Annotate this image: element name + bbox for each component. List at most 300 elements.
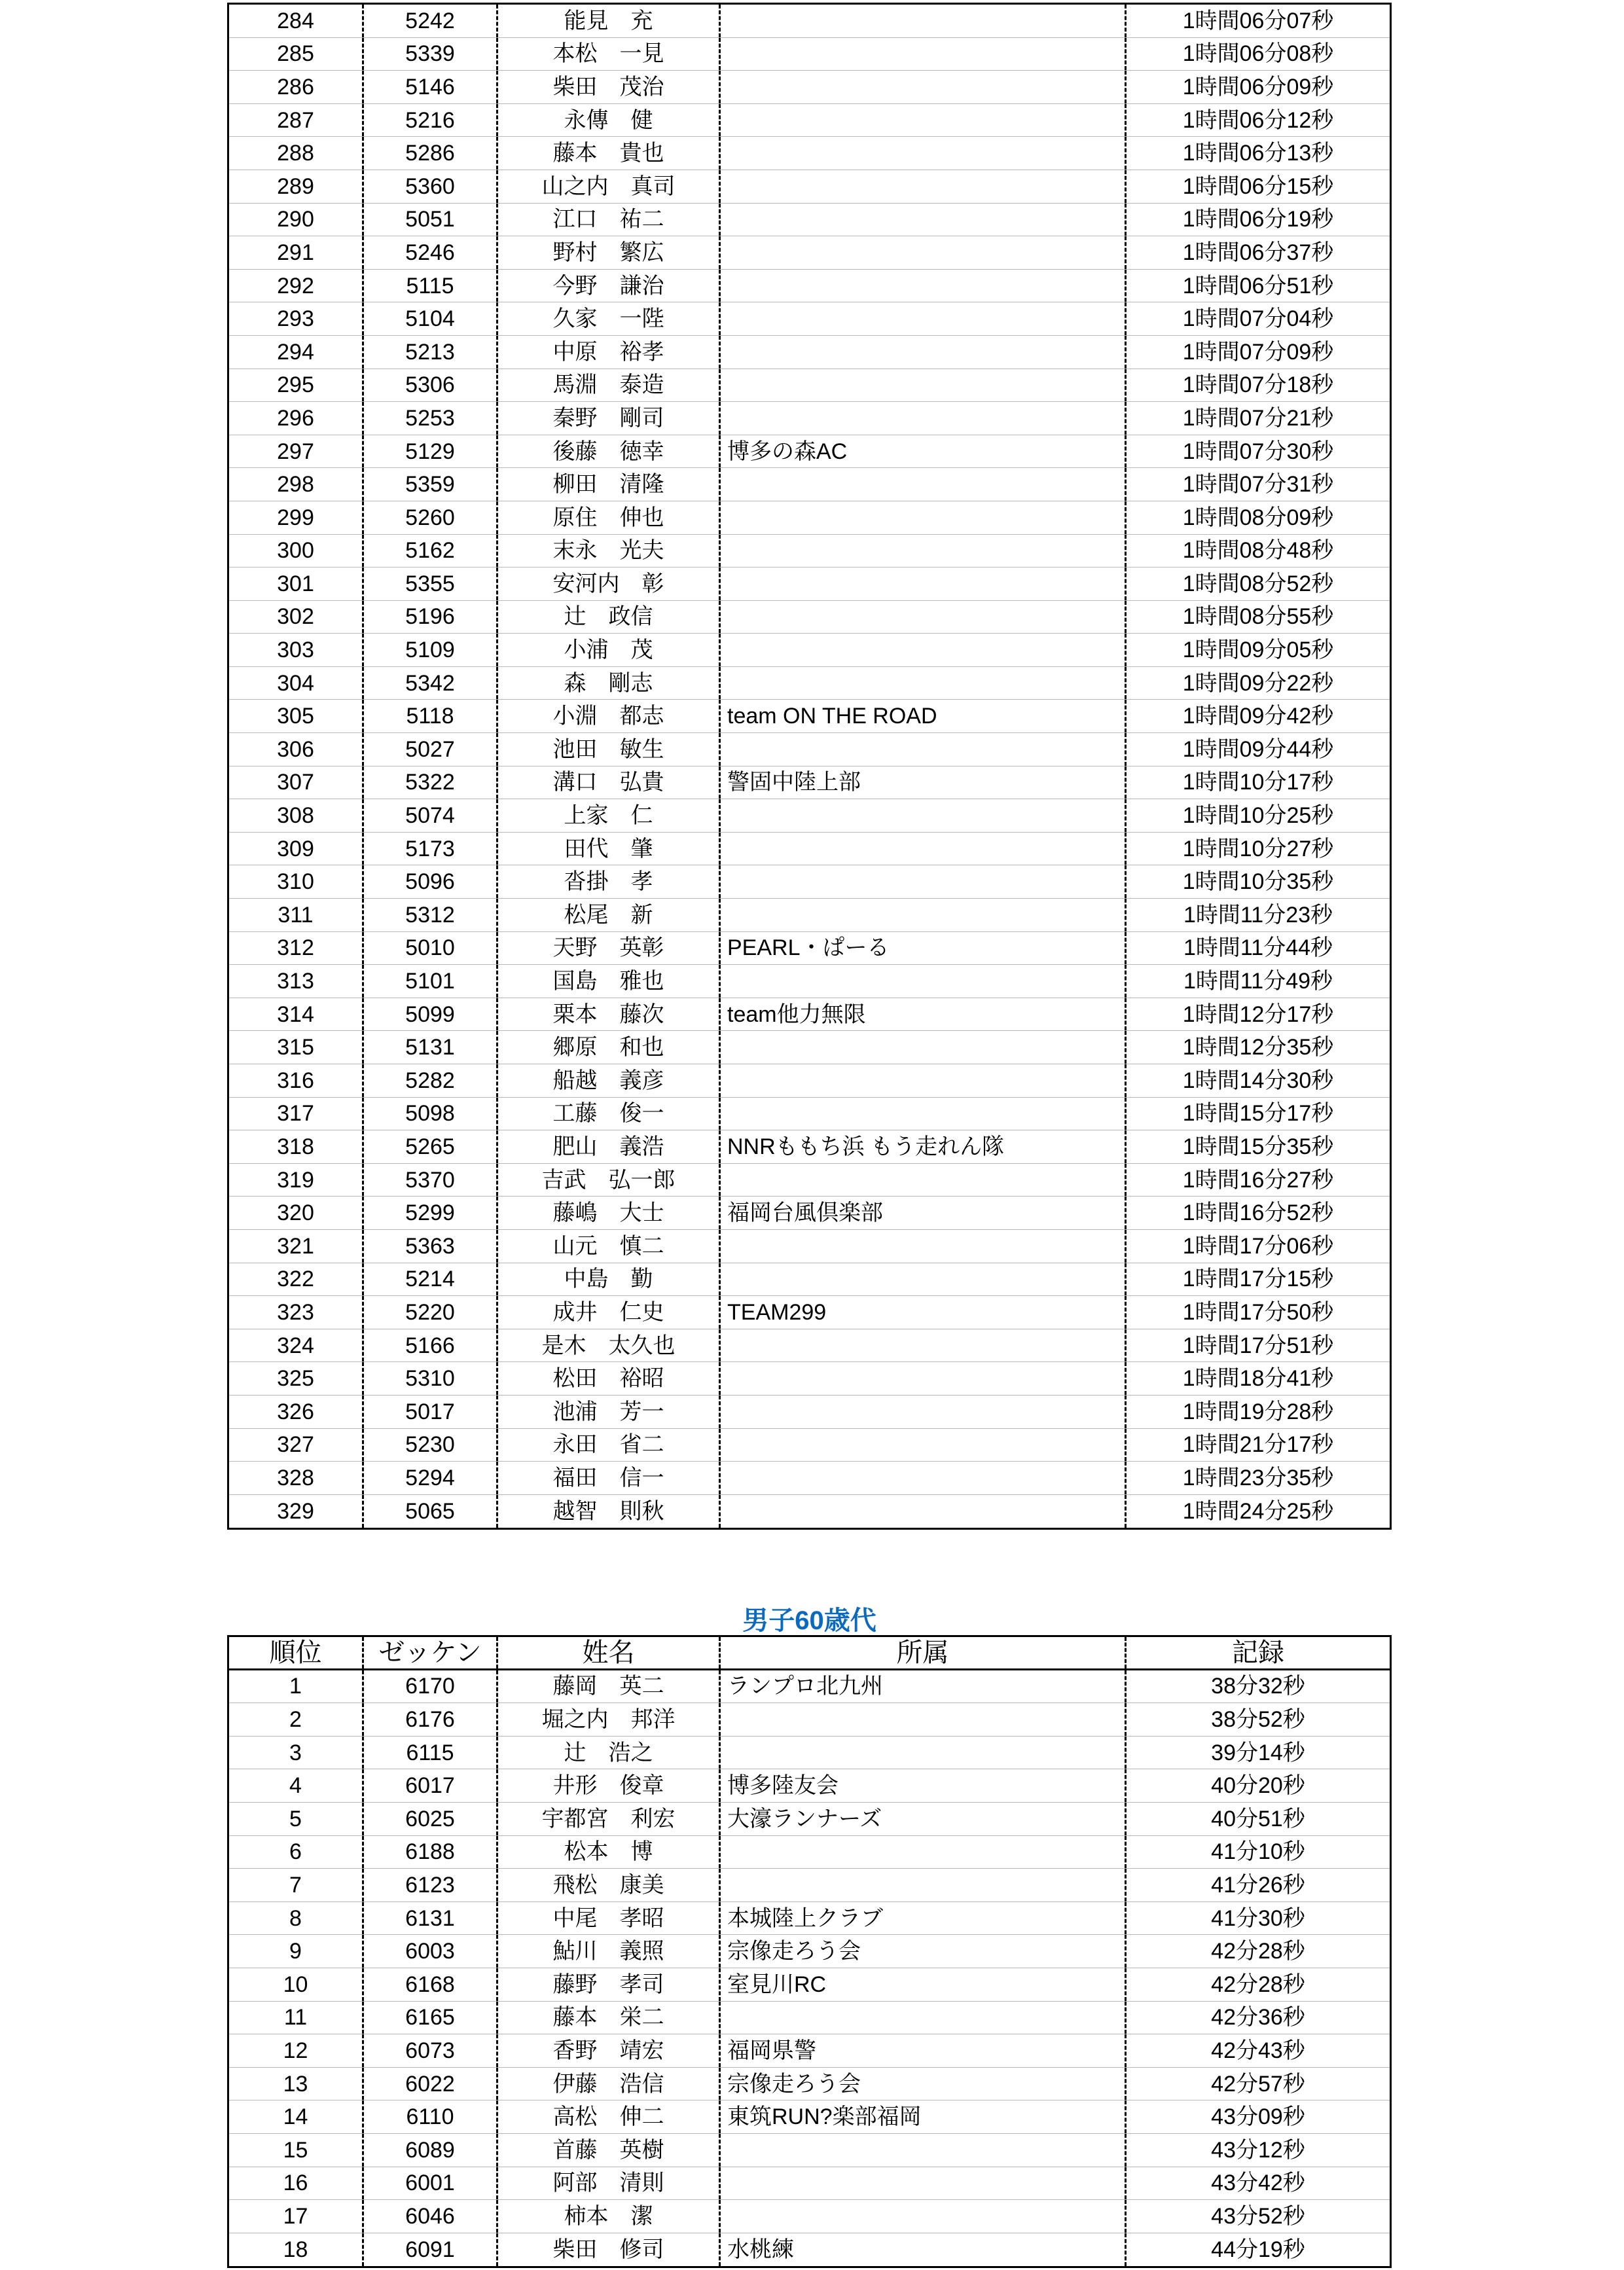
result-row bbox=[229, 170, 1390, 204]
rank-cell: 284 bbox=[229, 5, 364, 37]
bib-cell: 6017 bbox=[364, 1769, 498, 1802]
bib-cell: 6123 bbox=[364, 1869, 498, 1901]
bib-cell: 5312 bbox=[364, 899, 498, 931]
rank-cell: 293 bbox=[229, 302, 364, 335]
name-cell: 秦野 剛司 bbox=[498, 402, 721, 435]
name-cell: 成井 仁史 bbox=[498, 1296, 721, 1329]
rank-cell: 286 bbox=[229, 71, 364, 103]
name-cell: 福田 信一 bbox=[498, 1462, 721, 1494]
name-cell: 溝口 弘貴 bbox=[498, 766, 721, 799]
club-cell bbox=[721, 601, 1127, 634]
club-cell bbox=[721, 1396, 1127, 1428]
rank-cell: 298 bbox=[229, 468, 364, 501]
club-cell bbox=[721, 1031, 1127, 1064]
club-cell bbox=[721, 899, 1127, 931]
club-cell bbox=[721, 270, 1127, 302]
club-cell bbox=[721, 336, 1127, 369]
rank-cell: 301 bbox=[229, 568, 364, 600]
time-cell: 38分32秒 bbox=[1211, 1674, 1305, 1699]
result-row bbox=[229, 1869, 1390, 1902]
name-cell: 越智 則秋 bbox=[498, 1495, 721, 1528]
time-cell: 41分30秒 bbox=[1211, 1905, 1305, 1931]
club-cell bbox=[721, 1737, 1127, 1769]
rank-cell: 315 bbox=[229, 1031, 364, 1064]
result-row bbox=[229, 1769, 1390, 1803]
bib-cell: 5096 bbox=[364, 865, 498, 898]
rank-cell: 17 bbox=[229, 2200, 364, 2233]
result-row bbox=[229, 1130, 1390, 1164]
bib-cell: 6170 bbox=[364, 1670, 498, 1703]
result-row bbox=[229, 667, 1390, 700]
bib-cell: 5339 bbox=[364, 38, 498, 71]
name-cell: 辻 政信 bbox=[498, 601, 721, 634]
time-cell: 1時間23分35秒 bbox=[1182, 1465, 1334, 1490]
result-row bbox=[229, 1935, 1390, 1968]
name-cell: 末永 光夫 bbox=[498, 535, 721, 568]
name-cell: 能見 充 bbox=[498, 5, 721, 37]
rank-cell: 308 bbox=[229, 799, 364, 832]
club-cell bbox=[721, 1230, 1127, 1263]
time-cell: 41分26秒 bbox=[1211, 1872, 1305, 1898]
time-cell: 38分52秒 bbox=[1211, 1706, 1305, 1732]
rank-cell: 310 bbox=[229, 865, 364, 898]
bib-cell: 5216 bbox=[364, 104, 498, 137]
bib-cell: 6188 bbox=[364, 1836, 498, 1869]
bib-cell: 5131 bbox=[364, 1031, 498, 1064]
time-cell: 1時間17分15秒 bbox=[1182, 1267, 1334, 1292]
club-cell bbox=[721, 799, 1127, 832]
name-cell: 藤本 栄二 bbox=[498, 2002, 721, 2034]
bib-cell: 6001 bbox=[364, 2167, 498, 2200]
club-cell bbox=[721, 1703, 1127, 1736]
result-row bbox=[229, 1670, 1390, 1704]
time-cell: 1時間09分05秒 bbox=[1182, 638, 1334, 663]
club-cell bbox=[721, 204, 1127, 236]
rank-cell: 322 bbox=[229, 1263, 364, 1296]
bib-cell: 5010 bbox=[364, 932, 498, 965]
name-cell: 吉武 弘一郎 bbox=[498, 1164, 721, 1197]
rank-cell: 311 bbox=[229, 899, 364, 931]
name-cell: 藤本 貴也 bbox=[498, 137, 721, 170]
bib-cell: 6176 bbox=[364, 1703, 498, 1736]
time-cell: 1時間08分55秒 bbox=[1182, 604, 1334, 630]
result-row bbox=[229, 236, 1390, 270]
time-cell: 42分28秒 bbox=[1211, 1939, 1305, 1964]
result-row bbox=[229, 1429, 1390, 1462]
result-row bbox=[229, 535, 1390, 568]
time-cell: 1時間06分15秒 bbox=[1182, 173, 1334, 199]
result-row bbox=[229, 1098, 1390, 1131]
time-cell: 1時間06分51秒 bbox=[1182, 273, 1334, 298]
rank-cell: 312 bbox=[229, 932, 364, 965]
bib-cell: 6046 bbox=[364, 2200, 498, 2233]
time-cell: 1時間10分17秒 bbox=[1182, 770, 1334, 795]
rank-cell: 18 bbox=[229, 2233, 364, 2267]
header-rank: 順位 bbox=[229, 1637, 364, 1668]
result-row bbox=[229, 2167, 1390, 2201]
name-cell: 藤嶋 大士 bbox=[498, 1197, 721, 1229]
time-cell: 1時間12分17秒 bbox=[1182, 1001, 1334, 1027]
bib-cell: 5265 bbox=[364, 1130, 498, 1163]
time-cell: 1時間06分12秒 bbox=[1182, 107, 1334, 133]
result-row bbox=[229, 1064, 1390, 1098]
time-cell: 1時間16分27秒 bbox=[1182, 1167, 1334, 1193]
time-cell: 1時間15分35秒 bbox=[1182, 1134, 1334, 1159]
club-cell: 室見川RC bbox=[721, 1968, 1127, 2001]
time-cell: 1時間18分41秒 bbox=[1182, 1366, 1334, 1392]
rank-cell: 16 bbox=[229, 2167, 364, 2200]
rank-cell: 324 bbox=[229, 1329, 364, 1362]
name-cell: 飛松 康美 bbox=[498, 1869, 721, 1901]
name-cell: 香野 靖宏 bbox=[498, 2034, 721, 2067]
rank-cell: 294 bbox=[229, 336, 364, 369]
rank-cell: 14 bbox=[229, 2100, 364, 2133]
result-row bbox=[229, 2002, 1390, 2035]
time-cell: 1時間07分18秒 bbox=[1182, 372, 1334, 398]
header-bib: ゼッケン bbox=[364, 1637, 498, 1668]
rank-cell: 300 bbox=[229, 535, 364, 568]
name-cell: 郷原 和也 bbox=[498, 1031, 721, 1064]
club-cell: 大濠ランナーズ bbox=[721, 1803, 1127, 1835]
name-cell: 山之内 真司 bbox=[498, 170, 721, 203]
rank-cell: 309 bbox=[229, 833, 364, 865]
club-cell bbox=[721, 501, 1127, 534]
bib-cell: 5213 bbox=[364, 336, 498, 369]
rank-cell: 3 bbox=[229, 1737, 364, 1769]
time-cell: 1時間14分30秒 bbox=[1182, 1068, 1334, 1093]
rank-cell: 296 bbox=[229, 402, 364, 435]
club-cell bbox=[721, 38, 1127, 71]
bib-cell: 5359 bbox=[364, 468, 498, 501]
club-cell bbox=[721, 236, 1127, 269]
result-row bbox=[229, 5, 1390, 38]
rank-cell: 304 bbox=[229, 667, 364, 700]
bib-cell: 5166 bbox=[364, 1329, 498, 1362]
result-row bbox=[229, 1329, 1390, 1363]
result-row bbox=[229, 2034, 1390, 2068]
time-cell: 1時間11分49秒 bbox=[1183, 969, 1333, 994]
bib-cell: 6110 bbox=[364, 2100, 498, 2133]
rank-cell: 314 bbox=[229, 998, 364, 1031]
club-cell bbox=[721, 1064, 1127, 1097]
club-cell bbox=[721, 170, 1127, 203]
club-cell: 東筑RUN?楽部福岡 bbox=[721, 2100, 1127, 2133]
bib-cell: 5242 bbox=[364, 5, 498, 37]
club-cell: 水桃練 bbox=[721, 2233, 1127, 2267]
time-cell: 1時間06分13秒 bbox=[1182, 141, 1334, 166]
bib-cell: 5230 bbox=[364, 1429, 498, 1462]
bib-cell: 5173 bbox=[364, 833, 498, 865]
bib-cell: 5109 bbox=[364, 634, 498, 666]
rank-cell: 328 bbox=[229, 1462, 364, 1494]
time-cell: 42分36秒 bbox=[1211, 2005, 1305, 2030]
club-cell bbox=[721, 1362, 1127, 1395]
header-time: 記録 bbox=[1232, 1638, 1284, 1667]
club-cell bbox=[721, 1462, 1127, 1494]
club-cell bbox=[721, 369, 1127, 402]
name-cell: 池田 敏生 bbox=[498, 733, 721, 766]
name-cell: 本松 一見 bbox=[498, 38, 721, 71]
result-row bbox=[229, 1703, 1390, 1737]
club-cell bbox=[721, 5, 1127, 37]
time-cell: 1時間07分09秒 bbox=[1182, 339, 1334, 365]
rank-cell: 6 bbox=[229, 1836, 364, 1869]
rank-cell: 316 bbox=[229, 1064, 364, 1097]
result-row bbox=[229, 932, 1390, 965]
name-cell: 柴田 修司 bbox=[498, 2233, 721, 2267]
result-row bbox=[229, 1737, 1390, 1770]
time-cell: 1時間11分44秒 bbox=[1183, 935, 1333, 961]
club-cell: TEAM299 bbox=[721, 1296, 1127, 1329]
time-cell: 1時間07分30秒 bbox=[1182, 439, 1334, 464]
result-row bbox=[229, 1803, 1390, 1836]
club-cell bbox=[721, 1429, 1127, 1462]
rank-cell: 10 bbox=[229, 1968, 364, 2001]
result-row bbox=[229, 270, 1390, 303]
bib-cell: 5260 bbox=[364, 501, 498, 534]
name-cell: 堀之内 邦洋 bbox=[498, 1703, 721, 1736]
time-cell: 1時間17分50秒 bbox=[1182, 1299, 1334, 1325]
bib-cell: 5196 bbox=[364, 601, 498, 634]
name-cell: 馬淵 泰造 bbox=[498, 369, 721, 402]
club-cell bbox=[721, 2134, 1127, 2167]
name-cell: 工藤 俊一 bbox=[498, 1098, 721, 1130]
result-row bbox=[229, 601, 1390, 634]
result-row bbox=[229, 1396, 1390, 1429]
club-cell bbox=[721, 1836, 1127, 1869]
bib-cell: 5115 bbox=[364, 270, 498, 302]
time-cell: 1時間09分44秒 bbox=[1182, 736, 1334, 762]
result-row bbox=[229, 865, 1390, 899]
rank-cell: 5 bbox=[229, 1803, 364, 1835]
bib-cell: 5299 bbox=[364, 1197, 498, 1229]
club-cell bbox=[721, 137, 1127, 170]
rank-cell: 319 bbox=[229, 1164, 364, 1197]
bib-cell: 5118 bbox=[364, 700, 498, 732]
bib-cell: 5286 bbox=[364, 137, 498, 170]
rank-cell: 291 bbox=[229, 236, 364, 269]
name-cell: 永田 省二 bbox=[498, 1429, 721, 1462]
time-cell: 1時間08分52秒 bbox=[1182, 571, 1334, 596]
name-cell: 今野 謙治 bbox=[498, 270, 721, 302]
time-cell: 39分14秒 bbox=[1211, 1740, 1305, 1765]
time-cell: 1時間07分04秒 bbox=[1182, 306, 1334, 332]
bib-cell: 5129 bbox=[364, 435, 498, 468]
name-cell: 肥山 義浩 bbox=[498, 1130, 721, 1163]
result-row bbox=[229, 402, 1390, 435]
bib-cell: 5220 bbox=[364, 1296, 498, 1329]
bib-cell: 5282 bbox=[364, 1064, 498, 1097]
club-cell: ランプロ北九州 bbox=[721, 1670, 1127, 1703]
rank-cell: 326 bbox=[229, 1396, 364, 1428]
time-cell: 1時間06分37秒 bbox=[1182, 240, 1334, 265]
club-cell: 警固中陸上部 bbox=[721, 766, 1127, 799]
club-cell bbox=[721, 833, 1127, 865]
result-row bbox=[229, 204, 1390, 237]
name-cell: 辻 浩之 bbox=[498, 1737, 721, 1769]
result-row bbox=[229, 1230, 1390, 1263]
rank-cell: 287 bbox=[229, 104, 364, 137]
result-row bbox=[229, 998, 1390, 1032]
club-cell bbox=[721, 1329, 1127, 1362]
club-cell: 博多陸友会 bbox=[721, 1769, 1127, 1802]
time-cell: 1時間09分42秒 bbox=[1182, 704, 1334, 729]
time-cell: 1時間21分17秒 bbox=[1182, 1432, 1334, 1458]
rank-cell: 1 bbox=[229, 1670, 364, 1703]
result-row bbox=[229, 1031, 1390, 1064]
bib-cell: 6131 bbox=[364, 1902, 498, 1935]
result-row bbox=[229, 634, 1390, 667]
result-row bbox=[229, 899, 1390, 932]
bib-cell: 5027 bbox=[364, 733, 498, 766]
bib-cell: 5253 bbox=[364, 402, 498, 435]
time-cell: 1時間10分25秒 bbox=[1182, 803, 1334, 829]
name-cell: 柳田 清隆 bbox=[498, 468, 721, 501]
bib-cell: 6025 bbox=[364, 1803, 498, 1835]
result-row bbox=[229, 1968, 1390, 2002]
result-row bbox=[229, 700, 1390, 733]
result-row bbox=[229, 799, 1390, 833]
time-cell: 1時間24分25秒 bbox=[1182, 1499, 1334, 1524]
club-cell: 博多の森AC bbox=[721, 435, 1127, 468]
rank-cell: 285 bbox=[229, 38, 364, 71]
rank-cell: 318 bbox=[229, 1130, 364, 1163]
time-cell: 1時間17分51秒 bbox=[1182, 1333, 1334, 1358]
name-cell: 後藤 徳幸 bbox=[498, 435, 721, 468]
time-cell: 1時間17分06秒 bbox=[1182, 1233, 1334, 1259]
name-cell: 高松 伸二 bbox=[498, 2100, 721, 2133]
name-cell: 池浦 芳一 bbox=[498, 1396, 721, 1428]
time-cell: 1時間06分19秒 bbox=[1182, 207, 1334, 232]
club-cell: team他力無限 bbox=[721, 998, 1127, 1031]
rank-cell: 299 bbox=[229, 501, 364, 534]
name-cell: 鮎川 義照 bbox=[498, 1935, 721, 1968]
section-title: 男子60歳代 bbox=[742, 1606, 876, 1635]
club-cell bbox=[721, 733, 1127, 766]
club-cell bbox=[721, 71, 1127, 103]
club-cell bbox=[721, 1098, 1127, 1130]
club-cell bbox=[721, 965, 1127, 998]
club-cell: team ON THE ROAD bbox=[721, 700, 1127, 732]
rank-cell: 2 bbox=[229, 1703, 364, 1736]
name-cell: 船越 義彦 bbox=[498, 1064, 721, 1097]
rank-cell: 292 bbox=[229, 270, 364, 302]
rank-cell: 297 bbox=[229, 435, 364, 468]
rank-cell: 288 bbox=[229, 137, 364, 170]
name-cell: 松本 博 bbox=[498, 1836, 721, 1869]
name-cell: 国島 雅也 bbox=[498, 965, 721, 998]
rank-cell: 303 bbox=[229, 634, 364, 666]
club-cell bbox=[721, 634, 1127, 666]
bib-cell: 6003 bbox=[364, 1935, 498, 1968]
rank-cell: 313 bbox=[229, 965, 364, 998]
time-cell: 41分10秒 bbox=[1211, 1839, 1305, 1865]
time-cell: 1時間08分09秒 bbox=[1182, 505, 1334, 530]
bib-cell: 5370 bbox=[364, 1164, 498, 1197]
name-cell: 永傳 健 bbox=[498, 104, 721, 137]
club-cell: 福岡台風倶楽部 bbox=[721, 1197, 1127, 1229]
result-row bbox=[229, 2200, 1390, 2233]
result-row bbox=[229, 1164, 1390, 1197]
time-cell: 40分51秒 bbox=[1211, 1806, 1305, 1831]
result-row bbox=[229, 1362, 1390, 1396]
club-cell bbox=[721, 535, 1127, 568]
time-cell: 43分09秒 bbox=[1211, 2104, 1305, 2130]
name-cell: 安河内 彰 bbox=[498, 568, 721, 600]
result-row bbox=[229, 501, 1390, 535]
name-cell: 久家 一陛 bbox=[498, 302, 721, 335]
name-cell: 上家 仁 bbox=[498, 799, 721, 832]
club-cell: 本城陸上クラブ bbox=[721, 1902, 1127, 1935]
time-cell: 44分19秒 bbox=[1211, 2237, 1305, 2262]
club-cell bbox=[721, 2002, 1127, 2034]
club-cell: NNRももち浜 もう走れん隊 bbox=[721, 1130, 1127, 1163]
bib-cell: 5101 bbox=[364, 965, 498, 998]
rank-cell: 323 bbox=[229, 1296, 364, 1329]
bib-cell: 5017 bbox=[364, 1396, 498, 1428]
bib-cell: 6022 bbox=[364, 2068, 498, 2100]
bib-cell: 5355 bbox=[364, 568, 498, 600]
name-cell: 中原 裕孝 bbox=[498, 336, 721, 369]
bib-cell: 5363 bbox=[364, 1230, 498, 1263]
name-cell: 野村 繁広 bbox=[498, 236, 721, 269]
bib-cell: 5310 bbox=[364, 1362, 498, 1395]
result-row bbox=[229, 733, 1390, 766]
name-cell: 原住 伸也 bbox=[498, 501, 721, 534]
bib-cell: 5162 bbox=[364, 535, 498, 568]
name-cell: 松田 裕昭 bbox=[498, 1362, 721, 1395]
name-cell: 江口 祐二 bbox=[498, 204, 721, 236]
name-cell: 森 剛志 bbox=[498, 667, 721, 700]
club-cell: 宗像走ろう会 bbox=[721, 1935, 1127, 1968]
result-row bbox=[229, 1902, 1390, 1936]
rank-cell: 302 bbox=[229, 601, 364, 634]
result-row bbox=[229, 71, 1390, 104]
bib-cell: 5074 bbox=[364, 799, 498, 832]
rank-cell: 12 bbox=[229, 2034, 364, 2067]
name-cell: 中尾 孝昭 bbox=[498, 1902, 721, 1935]
result-row bbox=[229, 1197, 1390, 1230]
result-row bbox=[229, 1462, 1390, 1495]
time-cell: 1時間06分07秒 bbox=[1182, 8, 1334, 33]
time-cell: 42分28秒 bbox=[1211, 1972, 1305, 1997]
rank-cell: 11 bbox=[229, 2002, 364, 2034]
club-cell bbox=[721, 1263, 1127, 1296]
time-cell: 1時間06分09秒 bbox=[1182, 74, 1334, 99]
time-cell: 1時間12分35秒 bbox=[1182, 1035, 1334, 1060]
rank-cell: 7 bbox=[229, 1869, 364, 1901]
club-cell: 宗像走ろう会 bbox=[721, 2068, 1127, 2100]
bib-cell: 5051 bbox=[364, 204, 498, 236]
club-cell bbox=[721, 865, 1127, 898]
bib-cell: 5146 bbox=[364, 71, 498, 103]
club-cell bbox=[721, 1164, 1127, 1197]
club-cell: 福岡県警 bbox=[721, 2034, 1127, 2067]
time-cell: 1時間07分21秒 bbox=[1182, 405, 1334, 431]
result-row bbox=[229, 766, 1390, 800]
rank-cell: 13 bbox=[229, 2068, 364, 2100]
result-row bbox=[229, 38, 1390, 71]
name-cell: 柴田 茂治 bbox=[498, 71, 721, 103]
rank-cell: 15 bbox=[229, 2134, 364, 2167]
time-cell: 42分57秒 bbox=[1211, 2071, 1305, 2097]
result-row bbox=[229, 833, 1390, 866]
club-cell bbox=[721, 667, 1127, 700]
club-cell bbox=[721, 104, 1127, 137]
name-cell: 藤岡 英二 bbox=[498, 1670, 721, 1703]
result-row bbox=[229, 2233, 1390, 2267]
name-cell: 宇都宮 利宏 bbox=[498, 1803, 721, 1835]
